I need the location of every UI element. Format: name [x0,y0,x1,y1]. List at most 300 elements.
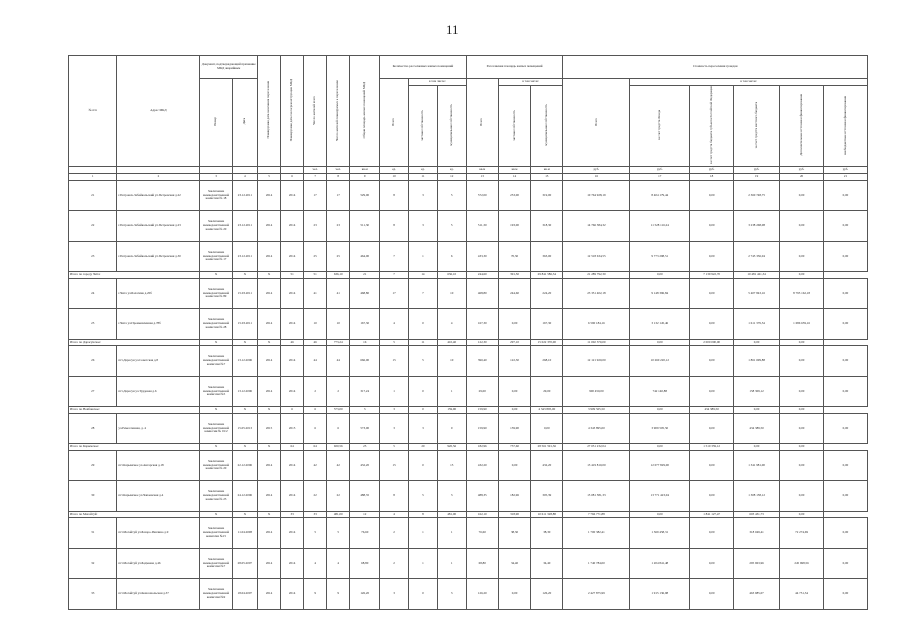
column-number-cell: 14 [498,173,530,180]
table-cell: X [232,511,257,518]
table-cell: 26 [69,346,117,377]
table-cell: 0 [409,309,438,340]
table-cell: 0,00 [823,481,867,512]
page-number: 11 [446,22,459,37]
table-cell: 44 [327,346,350,377]
table-cell: 0,00 [690,346,734,377]
header-reserve: внебюджетные источники финансирования [823,86,867,167]
table-cell: 2014 [281,278,304,309]
table-cell: 126,20 [466,579,498,610]
table-cell: 31 [69,518,117,549]
table-cell: 29 841 586,34 [531,272,563,279]
table-cell: 5 [437,211,466,242]
table-cell: Заключение межведомственной комиссии № 17 [200,241,232,272]
table-cell: 636,10 [327,272,350,279]
table-cell: 0 [409,579,438,610]
table-cell: 317,24 [350,376,380,407]
table-cell: 0,00 [690,278,734,309]
header-additional: Дополнительные источники финансирования [780,86,824,167]
table-row [69,548,868,579]
table-cell: 0,00 [780,413,824,444]
table-cell: 64 [281,444,304,451]
table-cell: 11.04.2008 [232,518,257,549]
table-cell: Заключение межведомственной комиссии № 01/2 [200,413,232,444]
table-cell: 319,00 [531,180,563,211]
table-cell: 15 [380,346,409,377]
table-cell: 2014 [281,346,304,377]
table-cell: 7 [409,278,438,309]
table-cell: 0,00 [630,407,690,414]
table-cell: 17 [380,278,409,309]
table-cell: 1 369 458,31 [630,518,690,549]
column-number-cell: 11 [409,173,438,180]
table-cell: X [200,407,232,414]
table-cell: 0,00 [690,309,734,340]
table-cell: 13.12.2006 [232,346,257,377]
table-cell: 0,00 [780,450,824,481]
address-cell: пгт.Могойтуй ул.Комсомольская д.37 [117,579,200,610]
table-cell: X [258,444,281,451]
table-cell: 8 795 162,18 [780,278,824,309]
table-cell: Заключение межведомственной комиссии №5 [200,376,232,407]
table-cell: 737,60 [498,444,530,451]
table-cell: 0,00 [690,579,734,610]
table-cell: 0,00 [690,450,734,481]
table-cell: 318 049,41 [734,518,780,549]
table-cell: 15.03.2011 [232,278,257,309]
table-cell: 10 260 220,12 [630,346,690,377]
table-cell: 3 [380,579,409,610]
table-cell: 1 204 841,48 [630,548,690,579]
address-cell: пгт.Карымское ул.Чапаевская д.4 [117,481,200,512]
resettlement-table [68,55,868,610]
header-subject-budget: за счет средств бюджета субъекта Российской Федерации [690,86,734,167]
table-cell: Заключение межведомственной комиссии № 23 [200,481,232,512]
column-number-cell: 7 [304,173,327,180]
unit-cell: руб. [780,166,824,173]
table-row [69,376,868,407]
table-row [69,278,868,309]
table-cell: 253,00 [498,180,530,211]
table-cell: 122,30 [498,346,530,377]
table-cell: 2014 [281,518,304,549]
header-area-municipal: муниципальная собственность [531,86,563,167]
unit-cell: кв.м [350,166,380,173]
table-cell: 2015 [258,413,281,444]
address-cell: пгт.Могойтуй ул.Базаро-Ринчино д.9 [117,518,200,549]
table-row [69,518,868,549]
table-cell: 2015 [281,413,304,444]
table-cell: 2014 [258,450,281,481]
table-cell: 3 [437,481,466,512]
table-cell: 0 [437,413,466,444]
table-cell: 23 [327,211,350,242]
table-cell: 28 561 591,36 [531,444,563,451]
table-cell: 318,30 [531,211,563,242]
header-area: Общая площадь жилых помещений МКД [350,56,380,167]
unit-cell: ед. [380,166,409,173]
table-cell: Заключение межведомственной комиссии №15 [200,518,232,549]
table-cell: X [258,511,281,518]
table-cell: 0,00 [823,278,867,309]
table-cell: 15.05.2013 [232,413,257,444]
table-cell: 666,00 [350,346,380,377]
table-cell: 0,00 [690,548,734,579]
table-cell: 488,35 [350,481,380,512]
table-cell: 5 [380,444,409,451]
table-cell: 0,00 [690,241,734,272]
table-cell: 76,60 [466,518,498,549]
table-cell: 7 766 771,88 [563,511,630,518]
address-cell: ул.Ремесленная, д. 4 [117,413,200,444]
table-cell: 22 [304,481,327,512]
table-cell: 920,56 [437,444,466,451]
table-cell: 22 [69,211,117,242]
table-cell: 76,60 [350,518,380,549]
table-cell: 244,60 [498,278,530,309]
table-cell: 16 [350,339,380,346]
table-cell: 21 [69,180,117,211]
table-cell: 5 [437,180,466,211]
table-cell: 573,00 [327,407,350,414]
subtotal-label: Итого по Новбанское: [69,407,200,414]
table-cell: 15 022 370,00 [531,339,563,346]
table-cell: Заключение межведомственной комиссии № 20 [200,211,232,242]
table-cell: 244,60 [466,272,498,279]
table-cell: 2 [327,376,350,407]
table-cell: 162,10 [466,511,498,518]
table-cell: 38,30 [531,518,563,549]
column-number-cell: 17 [630,173,690,180]
table-cell: 5 407 843,16 [734,278,780,309]
table-cell: 44 751,34 [780,579,824,610]
table-cell: 159,90 [466,407,498,414]
table-cell: 2014 [281,309,304,340]
table-cell: 33 [69,579,117,610]
table-cell: 1 [437,376,466,407]
table-cell: 12 077 829,00 [630,450,690,481]
column-number-cell: 21 [823,173,867,180]
table-cell: 1 341 981,00 [734,450,780,481]
table-cell: 3 [409,211,438,242]
table-cell: X [232,407,257,414]
table-cell: 3 [409,413,438,444]
table-cell: 21 [350,272,380,279]
column-number-cell: 2 [117,173,200,180]
table-cell: 68,80 [466,548,498,579]
column-number-cell: 19 [734,173,780,180]
address-cell: г.Петровск-Забайкальский ул.Петровская д.23 [117,211,200,242]
table-cell: 2014 [258,481,281,512]
table-cell: 5 [409,481,438,512]
table-cell: Заключение межведомственной комиссии № 18 [200,180,232,211]
table-cell: 64 [304,444,327,451]
table-cell: 3 [380,413,409,444]
table-cell: 10 764 928,19 [563,180,630,211]
address-cell: пгт.Дарасун ул.Трудовая д.6 [117,376,200,407]
table-cell: 4 [437,309,466,340]
table-cell: 6 590 184,16 [563,309,630,340]
table-cell: 295 963,96 [734,548,780,579]
table-cell: 0,00 [690,518,734,549]
table-cell: 4 [327,548,350,579]
table-cell: 432,20 [531,450,563,481]
table-cell: 167,30 [350,309,380,340]
address-cell: пгт.Могойтуй ул.Бадмаева д.46 [117,548,200,579]
unit-cell: руб. [690,166,734,173]
table-cell: 13.12.2006 [232,376,257,407]
header-qty: Количество расселяемых жилых помещений [380,56,466,79]
table-row [69,211,868,242]
table-cell: Заключение межведомственной комиссии №7 [200,346,232,377]
table-cell: 2014 [281,211,304,242]
unit-cell: чел. [327,166,350,173]
table-cell: 636,10 [437,272,466,279]
table-cell: 158 309,12 [734,376,780,407]
table-cell: 9 [327,579,350,610]
unit-cell: руб. [563,166,630,173]
table-cell: 20 [409,444,438,451]
table-cell: 305,39 [531,481,563,512]
table-cell: 0,00 [690,180,734,211]
table-cell: 1 740 784,00 [563,548,630,579]
table-cell: 2 [380,518,409,549]
table-cell: 2014 [258,211,281,242]
table-cell: 1 [437,518,466,549]
table-cell: 25 [69,309,117,340]
table-cell: 34,40 [498,548,530,579]
table-cell: 1 611 379,54 [734,309,780,340]
table-cell: 167,30 [466,309,498,340]
unit-cell [281,166,304,173]
table-cell: 23 [304,211,327,242]
table-cell: 900 450,00 [563,376,630,407]
table-row [69,309,868,340]
table-cell: 0,00 [690,211,734,242]
table-cell: 573,00 [350,413,380,444]
table-cell: X [232,272,257,279]
table-cell: 10 [437,278,466,309]
header-doc: Документ, подтверждающий признание МКД аварийным [200,56,258,79]
table-cell: 2 427 875,99 [563,579,630,610]
table-cell: 0,00 [780,339,824,346]
table-cell: 2014 [258,180,281,211]
table-cell: 68,80 [350,548,380,579]
table-cell: 126,20 [531,579,563,610]
table-cell: 2014 [258,518,281,549]
table-cell: 15.03.2011 [232,309,257,340]
table-cell: 434 389,50 [690,407,734,414]
table-cell: 5 [380,339,409,346]
table-row [69,450,868,481]
table-cell: 22.12.2006 [232,450,257,481]
table-cell: 7 [380,241,409,272]
unit-cell [258,166,281,173]
table-cell: 70,30 [498,241,530,272]
table-cell: 7 139 922,70 [690,272,734,279]
table-cell: 3 [350,407,380,414]
table-cell: 529,00 [350,180,380,211]
table-cell: 2014 [281,481,304,512]
table-cell: 0,00 [823,413,867,444]
column-number-cell: 13 [466,173,498,180]
table-cell: 572,00 [466,180,498,211]
table-cell: Заключение межведомственной комиссии № 20 [200,450,232,481]
header-qty-including: в том числе: [409,79,467,86]
table-cell: 481,00 [437,511,466,518]
table-cell: 0,00 [780,346,824,377]
table-cell: 468,80 [350,278,380,309]
table-cell: 0 [409,407,438,414]
unit-cell: кв.м [531,166,563,173]
table-cell: 51 [281,272,304,279]
subtotal-label: Итого по Карымское: [69,444,200,451]
header-qty-municipal: муниципальная собственность [437,86,466,167]
table-cell: 0,00 [498,376,530,407]
table-cell: 0,00 [780,241,824,272]
table-cell: 1 308 158,12 [734,481,780,512]
table-cell: 2 [380,548,409,579]
table-cell: 0,00 [823,241,867,272]
table-cell: 0,00 [690,413,734,444]
table-cell: 9 [304,579,327,610]
table-cell: 2014 [258,548,281,579]
table-cell: 0,00 [498,309,530,340]
unit-cell: руб. [630,166,690,173]
table-cell: 22 [327,481,350,512]
table-cell: 30 [69,481,117,512]
table-cell: 0,00 [780,481,824,512]
column-number-cell: 3 [200,173,232,180]
table-cell: X [200,272,232,279]
address-cell: г.Чита ул.Промышленная д.78б [117,309,200,340]
table-cell: 34,40 [531,548,563,579]
header-qty-private: частная собственность [409,86,438,167]
table-cell: Заключение межведомственной комиссии №7 [200,548,232,579]
table-cell: 0,00 [780,211,824,242]
header-local-budget: за счет средств местного бюджета [734,86,780,167]
table-cell: 12 [350,511,380,518]
table-cell: 1 [437,548,466,579]
table-cell: 0,00 [690,376,734,407]
table-cell: 10 [304,309,327,340]
table-cell: 46 [281,339,304,346]
table-cell: 8 [380,481,409,512]
table-cell: 410,40 [437,339,466,346]
address-cell: г.Петровск-Забайкальский ул.Петровская д.22 [117,180,200,211]
header-cost-including: в том числе: [630,79,868,86]
table-cell: 7 [380,272,409,279]
table-cell: 0,00 [780,272,824,279]
column-number-cell: 16 [563,173,630,180]
table-cell: 72 274,69 [780,518,824,549]
table-cell: 4 343 895,00 [563,413,630,444]
table-cell: 4 [380,511,409,518]
table-cell: 511,30 [466,211,498,242]
unit-cell [69,166,117,173]
table-cell: 11 [409,339,438,346]
table-cell: 29,00 [531,376,563,407]
table-cell: 17 [304,180,327,211]
table-cell: 15 [380,450,409,481]
table-cell: 0,00 [531,413,563,444]
table-cell: X [258,407,281,414]
table-cell: 11 528 116,24 [630,211,690,242]
table-cell: 6 [327,413,350,444]
table-cell: Заключение межведомственной комиссии № 89 [200,278,232,309]
table-cell: 17 [327,180,350,211]
subtotal-label: Итого по Могойтуй: [69,511,200,518]
table-row [69,241,868,272]
unit-cell [232,166,257,173]
table-cell: 25 [304,241,327,272]
column-number-cell: 5 [258,173,281,180]
table-row [69,180,868,211]
table-cell: 6 [304,407,327,414]
table-cell: 14 [409,272,438,279]
table-cell: X [232,444,257,451]
table-cell: 15 [437,450,466,481]
table-cell: 0,00 [823,180,867,211]
table-cell: 2 000 000,00 [690,339,734,346]
table-cell: 742 140,88 [630,376,690,407]
table-cell: 15 081 581,33 [563,481,630,512]
table-cell: X [232,339,257,346]
table-cell: 27 [69,376,117,407]
units-row [69,166,868,173]
table-cell: 6 [304,413,327,444]
table-cell: 8 [380,211,409,242]
table-cell: 0,00 [498,579,530,610]
column-number-cell: 20 [780,173,824,180]
table-cell: 2014 [258,579,281,610]
header-cost: Стоимость переселения граждан [563,56,868,79]
table-cell: 0,00 [630,272,690,279]
table-cell: 390,40 [466,346,498,377]
table-cell: 391,50 [498,272,530,279]
table-cell: 10 611 328,88 [531,511,563,518]
table-cell: 773,24 [327,339,350,346]
table-cell: 0,00 [823,450,867,481]
table-cell: 4 343 895,00 [531,407,563,414]
table-cell: 38,30 [498,518,530,549]
table-cell: 2014 [258,278,281,309]
column-number-cell: 1 [69,173,117,180]
table-cell: 464,00 [350,241,380,272]
table-cell: 6 [281,407,304,414]
table-cell: 9 148 396,84 [630,278,690,309]
table-cell: 0,00 [780,444,824,451]
table-cell: 28.05.2007 [232,548,257,579]
header-area-private: частная собственность [498,86,530,167]
table-cell: 0,00 [823,548,867,579]
subtotal-label: Итого по городу Чита: [69,272,200,279]
table-cell: 0,00 [780,180,824,211]
table-header [69,56,868,181]
table-body [69,180,868,609]
unit-cell: кв.м [466,166,498,173]
table-cell: 33 [304,511,327,518]
table-cell: 23 [69,241,117,272]
table-cell: 363,00 [531,241,563,272]
table-cell: 182,96 [498,481,530,512]
table-cell: 1 [380,376,409,407]
header-doc-number: Номер [200,79,232,167]
table-cell: 14 766 384,32 [563,211,630,242]
table-cell: 2014 [281,180,304,211]
table-cell: X [200,511,232,518]
subtotal-label: Итого по Дарасунское: [69,339,200,346]
